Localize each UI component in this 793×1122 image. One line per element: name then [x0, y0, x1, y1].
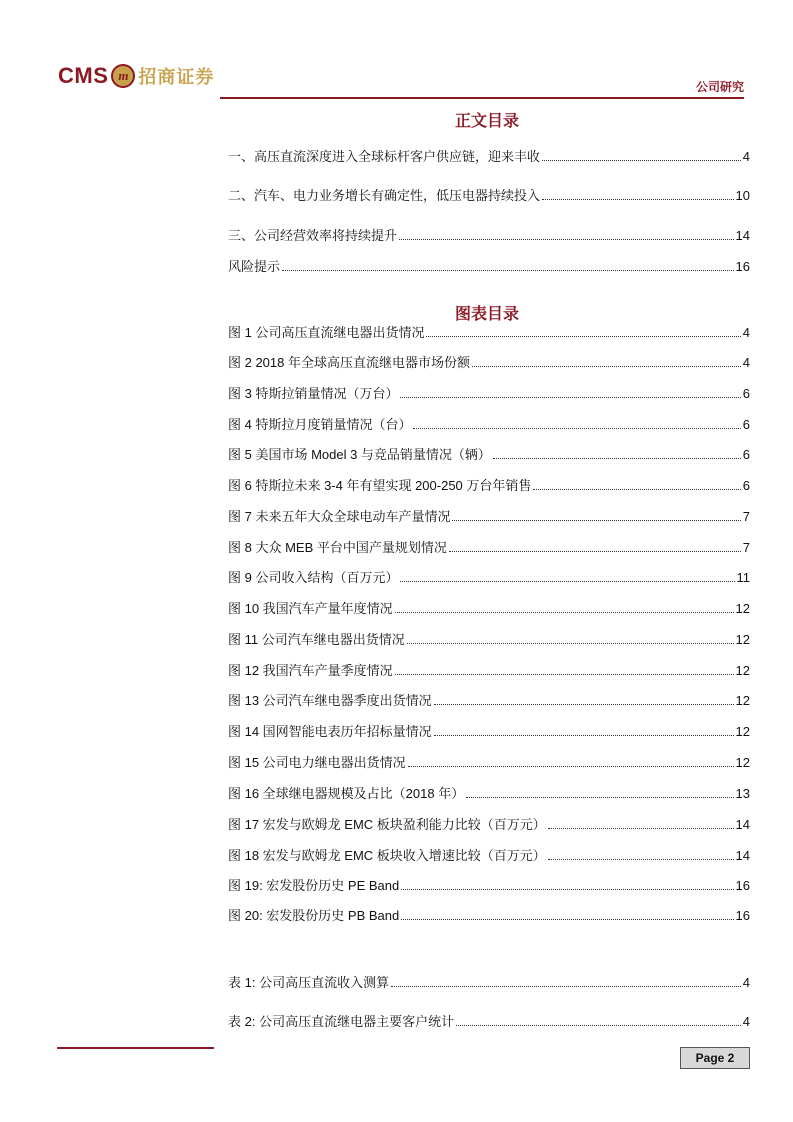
dot-leader — [533, 489, 740, 490]
figure-entry-page: 12 — [735, 755, 750, 770]
toc-entry-page: 4 — [742, 149, 750, 164]
toc-entry-label: 三、公司经营效率将持续提升 — [228, 228, 398, 243]
figure-entry[interactable] — [228, 660, 750, 678]
figure-entry-page: 14 — [735, 817, 750, 832]
toc-entry[interactable] — [228, 185, 750, 203]
main-toc-title: 正文目录 — [454, 113, 519, 130]
figure-entry[interactable] — [228, 905, 750, 923]
dot-leader — [400, 397, 740, 398]
figure-entry[interactable] — [228, 721, 750, 739]
figure-entry-label: 图 14 国网智能电表历年招标量情况 — [228, 724, 432, 739]
dot-leader — [391, 986, 741, 987]
figure-entry-page: 11 — [736, 570, 750, 585]
table-entry[interactable] — [228, 972, 750, 990]
figure-entry[interactable] — [228, 814, 750, 832]
table-entry[interactable] — [228, 1011, 750, 1029]
dot-leader — [493, 458, 741, 459]
header-divider — [220, 97, 744, 99]
figure-entry-label: 图 11 公司汽车继电器出货情况 — [228, 632, 405, 647]
figure-entry-page: 12 — [735, 693, 750, 708]
figure-entry-label: 图 1 公司高压直流继电器出货情况 — [228, 325, 425, 340]
figure-entry-label: 图 8 大众 MEB 平台中国产量规划情况 — [228, 540, 447, 555]
figure-entry[interactable] — [228, 414, 750, 432]
figure-toc-title: 图表目录 — [454, 306, 519, 323]
toc-entry[interactable] — [228, 256, 750, 274]
dot-leader — [472, 366, 741, 367]
figure-entry-label: 图 9 公司收入结构（百万元） — [228, 570, 399, 585]
figure-entry-label: 图 2 2018 年全球高压直流继电器市场份额 — [228, 355, 470, 370]
section-label: 公司研究 — [695, 80, 744, 94]
figure-entry[interactable] — [228, 567, 750, 585]
toc-entry[interactable] — [228, 146, 750, 164]
figure-entry[interactable] — [228, 475, 750, 493]
figure-entry-label: 图 12 我国汽车产量季度情况 — [228, 663, 393, 678]
dot-leader — [413, 428, 740, 429]
dot-leader — [401, 889, 733, 890]
toc-entry-label: 风险提示 — [228, 259, 281, 274]
toc-entry[interactable] — [228, 225, 750, 243]
page-number-badge: Page 2 — [680, 1047, 750, 1069]
toc-entry-page: 14 — [735, 228, 750, 243]
figure-entry[interactable] — [228, 444, 750, 462]
figure-entry[interactable] — [228, 690, 750, 708]
dot-leader — [449, 551, 741, 552]
figure-entry-page: 12 — [735, 601, 750, 616]
figure-entry-label: 图 17 宏发与欧姆龙 EMC 板块盈利能力比较（百万元） — [228, 817, 546, 832]
dot-leader — [407, 643, 734, 644]
figure-entry[interactable] — [228, 629, 750, 647]
figure-entry[interactable] — [228, 598, 750, 616]
dot-leader — [395, 612, 734, 613]
dot-leader — [400, 581, 734, 582]
dot-leader — [434, 704, 734, 705]
figure-entry[interactable] — [228, 322, 750, 340]
figure-entry[interactable] — [228, 352, 750, 370]
dot-leader — [456, 1025, 741, 1026]
figure-entry-label: 图 4 特斯拉月度销量情况（台） — [228, 417, 412, 432]
dot-leader — [426, 336, 740, 337]
toc-entry-label: 一、高压直流深度进入全球标杆客户供应链，迎来丰收 — [228, 149, 541, 164]
toc-entry-page: 10 — [735, 188, 750, 203]
figure-entry-page: 13 — [735, 786, 750, 801]
figure-entry-page: 16 — [735, 908, 750, 923]
figure-entry[interactable] — [228, 752, 750, 770]
figure-entry-label: 图 3 特斯拉销量情况（万台） — [228, 386, 399, 401]
figure-entry-label: 图 16 全球继电器规模及占比（2018 年） — [228, 786, 465, 801]
logo-cms-text: CMS — [58, 63, 109, 88]
table-entry-page: 4 — [742, 975, 750, 990]
figure-entry-page: 7 — [742, 540, 750, 555]
dot-leader — [466, 797, 733, 798]
figure-entry[interactable] — [228, 845, 750, 863]
figure-entry-label: 图 5 美国市场 Model 3 与竞品销量情况（辆） — [228, 447, 491, 462]
figure-entry-page: 6 — [742, 478, 750, 493]
dot-leader — [542, 199, 734, 200]
figure-entry-page: 6 — [742, 386, 750, 401]
figure-entry-label: 图 20: 宏发股份历史 PB Band — [228, 908, 400, 923]
dot-leader — [452, 520, 740, 521]
figure-entry-page: 14 — [735, 848, 750, 863]
figure-entry-label: 图 7 未来五年大众全球电动车产量情况 — [228, 509, 451, 524]
figure-entry-label: 图 15 公司电力继电器出货情况 — [228, 755, 406, 770]
dot-leader — [399, 239, 734, 240]
figure-entry-page: 16 — [735, 878, 750, 893]
figure-entry[interactable] — [228, 506, 750, 524]
dot-leader — [282, 270, 734, 271]
logo-emblem-icon: m — [111, 64, 135, 88]
figure-entry-label: 图 6 特斯拉未来 3-4 年有望实现 200-250 万台年销售 — [228, 478, 532, 493]
toc-entry-label: 二、汽车、电力业务增长有确定性，低压电器持续投入 — [228, 188, 541, 203]
company-logo — [58, 60, 214, 92]
figure-entry-page: 12 — [735, 663, 750, 678]
figure-entry-label: 图 19: 宏发股份历史 PE Band — [228, 878, 400, 893]
figure-entry[interactable] — [228, 383, 750, 401]
table-entry-page: 4 — [742, 1014, 750, 1029]
footer-divider — [57, 1047, 214, 1049]
figure-entry[interactable] — [228, 875, 750, 893]
figure-entry[interactable] — [228, 783, 750, 801]
figure-entry[interactable] — [228, 537, 750, 555]
figure-entry-page: 4 — [742, 355, 750, 370]
dot-leader — [408, 766, 734, 767]
dot-leader — [542, 160, 741, 161]
dot-leader — [434, 735, 734, 736]
figure-entry-label: 图 10 我国汽车产量年度情况 — [228, 601, 393, 616]
figure-entry-page: 12 — [735, 724, 750, 739]
logo-chinese-name: 招商证券 — [138, 67, 215, 88]
dot-leader — [401, 919, 733, 920]
figure-entry-label: 图 13 公司汽车继电器季度出货情况 — [228, 693, 432, 708]
figure-entry-page: 6 — [742, 447, 750, 462]
dot-leader — [548, 859, 734, 860]
figure-entry-page: 12 — [735, 632, 750, 647]
table-entry-label: 表 1: 公司高压直流收入测算 — [228, 975, 390, 990]
figure-entry-page: 6 — [742, 417, 750, 432]
table-entry-label: 表 2: 公司高压直流继电器主要客户统计 — [228, 1014, 455, 1029]
toc-entry-page: 16 — [735, 259, 750, 274]
dot-leader — [395, 674, 734, 675]
figure-entry-label: 图 18 宏发与欧姆龙 EMC 板块收入增速比较（百万元） — [228, 848, 546, 863]
dot-leader — [548, 828, 734, 829]
figure-entry-page: 4 — [742, 325, 750, 340]
figure-entry-page: 7 — [742, 509, 750, 524]
